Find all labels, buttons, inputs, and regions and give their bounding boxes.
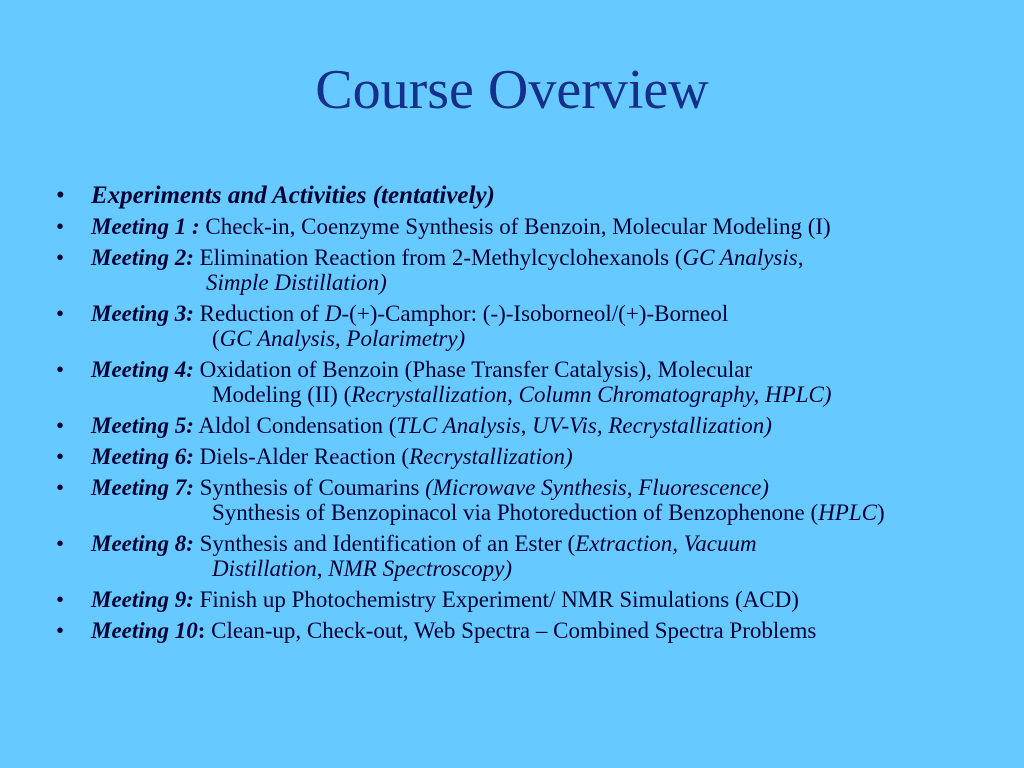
list-item-meeting-8 [56, 531, 996, 581]
meeting-text: Diels-Alder Reaction ( [193, 444, 410, 469]
list-item-meeting-5 [56, 413, 996, 438]
meeting-italic-d: D [324, 301, 342, 326]
meeting-label: Meeting 4: [91, 357, 194, 382]
meeting-label: Meeting 2: [91, 245, 194, 270]
bullet-icon: • [56, 587, 65, 612]
meeting-technique: (Microwave Synthesis, Fluorescence) [425, 475, 769, 500]
bullet-list [56, 183, 996, 649]
bullet-icon: • [56, 444, 65, 469]
meeting-continuation [91, 326, 996, 351]
meeting-text: Finish up Photochemistry Experiment/ NMR Simulations (ACD) [193, 587, 799, 612]
bullet-icon: • [56, 531, 65, 556]
list-item-meeting-6 [56, 444, 996, 469]
meeting-technique: Simple Distillation) [206, 270, 387, 295]
meeting-technique: HPLC [818, 500, 877, 525]
meeting-technique: Recrystallization) [409, 444, 573, 469]
meeting-text: , [797, 245, 804, 270]
meeting-continuation [91, 500, 996, 525]
meeting-label: Meeting 9: [91, 587, 194, 612]
meeting-text: Elimination Reaction from 2-Methylcyclohexanols ( [193, 245, 683, 270]
bullet-icon: • [56, 182, 65, 209]
meeting-text: -(+)-Camphor: (-)-Isoborneol/(+)-Borneol [341, 301, 729, 326]
bullet-icon: • [56, 214, 65, 239]
meeting-text: Clean-up, Check-out, Web Spectra – Combined Spectra Problems [205, 618, 817, 643]
meeting-label: Meeting 7: [91, 475, 194, 500]
meeting-text: Reduction of [193, 301, 325, 326]
meeting-label: Meeting 5: [91, 413, 194, 438]
meeting-text: Synthesis and Identification of an Ester ( [193, 531, 576, 556]
bullet-icon: • [56, 618, 65, 643]
meeting-text: ) [876, 500, 885, 525]
slide-title: Course Overview [315, 59, 709, 121]
list-item-meeting-7 [56, 475, 996, 525]
meeting-label: Meeting 3: [91, 301, 194, 326]
meeting-label: Meeting 1 : [91, 214, 200, 239]
meeting-label: Meeting 10 [91, 618, 198, 643]
meeting-text: Check-in, Coenzyme Synthesis of Benzoin, Molecular Modeling (I) [199, 214, 831, 239]
meeting-technique: Distillation, NMR Spectroscopy) [212, 556, 513, 581]
list-item-meeting-3 [56, 301, 996, 351]
meeting-label-colon: : [197, 618, 206, 643]
bullet-icon: • [56, 245, 65, 270]
meeting-text: Synthesis of Benzopinacol via Photoreduction of Benzophenone ( [212, 500, 819, 525]
list-item-meeting-9 [56, 587, 996, 612]
meeting-technique: TLC Analysis, UV-Vis, Recrystallization) [396, 413, 772, 438]
list-item-meeting-4 [56, 357, 996, 407]
list-item-meeting-2 [56, 245, 996, 295]
meeting-label: Meeting 6: [91, 444, 194, 469]
meeting-text: Aldol Condensation ( [193, 413, 397, 438]
meeting-text: ( [212, 326, 220, 351]
meeting-technique: Extraction, Vacuum [575, 531, 757, 556]
meeting-continuation [91, 270, 996, 295]
meeting-technique: GC Analysis [682, 245, 798, 270]
section-heading: Experiments and Activities (tentatively) [91, 182, 495, 209]
meeting-continuation [91, 556, 996, 581]
meeting-text: Oxidation of Benzoin (Phase Transfer Catalysis), Molecular [193, 357, 753, 382]
meeting-technique: Recrystallization, Column Chromatography, HPLC) [351, 382, 832, 407]
bullet-icon: • [56, 357, 65, 382]
meeting-technique: GC Analysis, Polarimetry) [219, 326, 466, 351]
meeting-continuation [91, 382, 996, 407]
list-item-meeting-1 [56, 214, 996, 239]
meeting-label: Meeting 8: [91, 531, 194, 556]
meeting-text: Synthesis of Coumarins [193, 475, 426, 500]
meeting-text: Modeling (II) ( [212, 382, 352, 407]
bullet-icon: • [56, 301, 65, 326]
list-item-meeting-10 [56, 618, 996, 643]
list-item-heading [56, 183, 996, 208]
bullet-icon: • [56, 475, 65, 500]
bullet-icon: • [56, 413, 65, 438]
